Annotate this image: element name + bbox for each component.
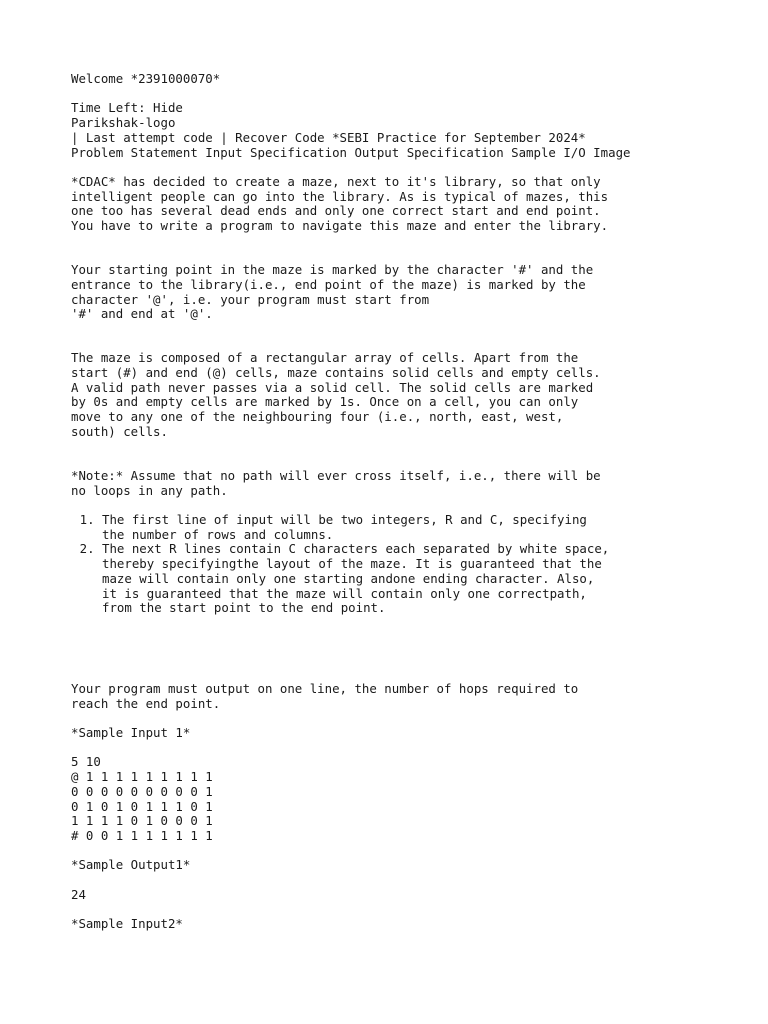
nav-links[interactable]: | Last attempt code | Recover Code *SEBI Practice for September 2024* <box>71 129 586 145</box>
sample-output-1-heading: *Sample Output1* <box>71 857 191 873</box>
list-item <box>102 542 751 616</box>
text-line: reach the end point. <box>71 695 221 711</box>
text-line: from the start point to the end point. <box>102 600 386 616</box>
output-specification <box>71 682 751 711</box>
text-line: intelligent people can go into the library. As is typical of mazes, this <box>71 188 609 204</box>
text-line: A valid path never passes via a solid cell. The solid cells are marked <box>71 379 594 395</box>
list-item <box>102 513 751 542</box>
text-line: character '@', i.e. your program must start from <box>71 291 430 307</box>
text-line: You have to write a program to navigate this maze and enter the library. <box>71 218 609 233</box>
section-tabs[interactable]: Problem Statement Input Specification Output Specification Sample I/O Image <box>71 144 631 160</box>
page-content <box>71 72 751 932</box>
parikshak-logo: Parikshak-logo <box>71 115 176 131</box>
text-line: Your program must output on one line, the number of hops required to <box>71 680 579 696</box>
text-line: the number of rows and columns. <box>102 526 334 542</box>
problem-paragraph-3 <box>71 351 751 439</box>
sample-input-1-heading: *Sample Input 1* <box>71 725 191 741</box>
sample-line: 1 1 1 1 0 1 0 0 0 1 <box>71 813 213 829</box>
text-line: it is guaranteed that the maze will contain only one correctpath, <box>102 585 587 601</box>
sample-line: 0 0 0 0 0 0 0 0 0 1 <box>71 783 213 799</box>
problem-paragraph-2 <box>71 263 751 322</box>
text-line: start (#) and end (@) cells, maze contains solid cells and empty cells. <box>71 365 601 380</box>
text-line: 2. The next R lines contain C characters each separated by white space, <box>102 541 610 557</box>
sample-line: # 0 0 1 1 1 1 1 1 1 <box>71 827 213 843</box>
text-line: Your starting point in the maze is marked by the character '#' and the <box>71 262 594 278</box>
sample-io <box>71 726 751 932</box>
text-line: thereby specifyingthe layout of the maze. It is guaranteed that the <box>102 556 602 572</box>
sample-line: 5 10 <box>71 754 101 770</box>
text-line: move to any one of the neighbouring four (i.e., north, east, west, <box>71 409 564 425</box>
text-line: entrance to the library(i.e., end point of the maze) is marked by the <box>71 276 586 292</box>
problem-statement <box>71 175 751 498</box>
text-line: '#' and end at '@'. <box>71 306 213 322</box>
text-line: *CDAC* has decided to create a maze, next to it's library, so that only <box>71 173 601 189</box>
welcome-text: Welcome *2391000070* <box>71 71 221 86</box>
problem-paragraph-1 <box>71 175 751 234</box>
text-line: *Note:* Assume that no path will ever cross itself, i.e., there will be <box>71 467 601 483</box>
sample-input-2-heading: *Sample Input2* <box>71 916 183 932</box>
input-specification-list <box>71 513 751 616</box>
sample-input-1 <box>71 755 751 843</box>
sample-line: @ 1 1 1 1 1 1 1 1 1 <box>71 769 213 785</box>
sample-line: 0 1 0 1 0 1 1 1 0 1 <box>71 798 213 814</box>
text-line: by 0s and empty cells are marked by 1s. Once on a cell, you can only <box>71 394 579 410</box>
time-left-toggle[interactable]: Time Left: Hide <box>71 100 183 116</box>
text-line: south) cells. <box>71 423 168 439</box>
text-line: one too has several dead ends and only one correct start and end point. <box>71 203 601 219</box>
text-line: The maze is composed of a rectangular array of cells. Apart from the <box>71 350 579 366</box>
text-line: maze will contain only one starting andone ending character. Also, <box>102 570 595 586</box>
problem-note <box>71 469 751 498</box>
text-line: 1. The first line of input will be two integers, R and C, specifying <box>102 512 587 527</box>
sample-output-1: 24 <box>71 886 86 902</box>
header <box>71 72 751 160</box>
text-line: no loops in any path. <box>71 482 228 498</box>
